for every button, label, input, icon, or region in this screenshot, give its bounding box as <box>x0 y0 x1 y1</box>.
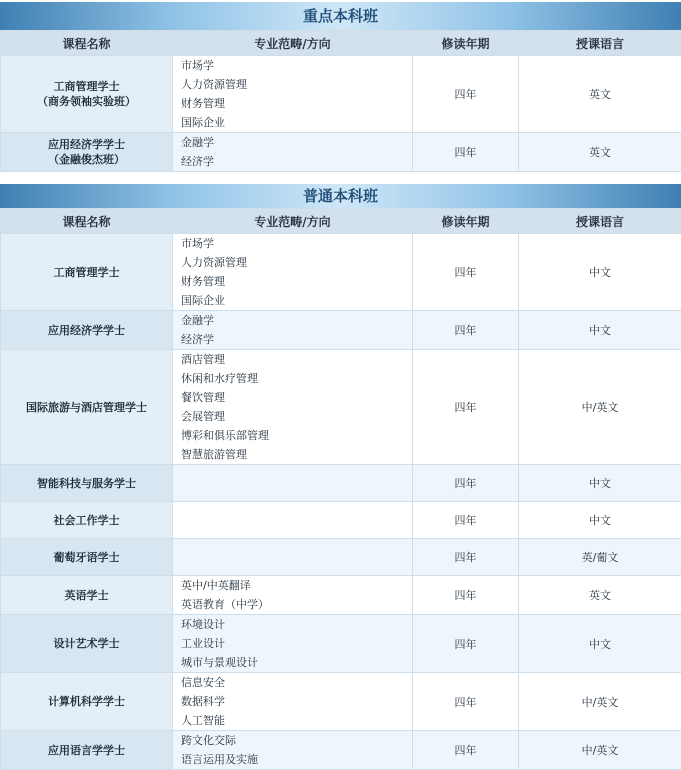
direction-item: 环境设计 <box>181 615 412 634</box>
years-cell: 四年 <box>413 539 519 576</box>
direction-cell <box>173 56 413 133</box>
direction-item: 数据科学 <box>181 692 412 711</box>
language-cell: 中/英文 <box>519 731 681 770</box>
direction-item: 智慧旅游管理 <box>181 445 412 464</box>
table-row <box>1 502 681 539</box>
table-row <box>1 615 681 673</box>
direction-item: 财务管理 <box>181 272 412 291</box>
direction-item: 博彩和俱乐部管理 <box>181 426 412 445</box>
course-name: （金融俊杰班） <box>1 152 172 167</box>
direction-item: 人力资源管理 <box>181 253 412 272</box>
course-name: 应用经济学学士 <box>1 323 172 338</box>
direction-cell <box>173 311 413 350</box>
direction-item: 英语教育（中学） <box>181 595 412 614</box>
direction-cell <box>173 465 413 502</box>
language-cell: 英/葡文 <box>519 539 681 576</box>
direction-item: 国际企业 <box>181 113 412 132</box>
years-cell: 四年 <box>413 673 519 731</box>
direction-item: 英中/中英翻译 <box>181 576 412 595</box>
language-cell: 中文 <box>519 615 681 673</box>
table-row <box>1 350 681 465</box>
course-name: 应用语言学学士 <box>1 743 172 758</box>
course-name: 应用经济学学士 <box>1 137 172 152</box>
header-years: 修读年期 <box>413 31 519 56</box>
course-name-cell <box>1 133 173 172</box>
course-name-cell <box>1 673 173 731</box>
direction-item: 餐饮管理 <box>181 388 412 407</box>
direction-cell <box>173 576 413 615</box>
table-row <box>1 465 681 502</box>
course-name: 英语学士 <box>1 588 172 603</box>
table-row <box>1 56 681 133</box>
course-name: 智能科技与服务学士 <box>1 476 172 491</box>
direction-item: 人工智能 <box>181 711 412 730</box>
course-name-cell <box>1 465 173 502</box>
direction-item: 人力资源管理 <box>181 75 412 94</box>
course-name-cell <box>1 311 173 350</box>
years-cell: 四年 <box>413 350 519 465</box>
course-name-cell <box>1 350 173 465</box>
years-cell: 四年 <box>413 502 519 539</box>
section-title: 重点本科班 <box>0 2 681 30</box>
table-row <box>1 731 681 770</box>
language-cell: 中文 <box>519 465 681 502</box>
regular-program-section <box>0 184 681 770</box>
direction-cell <box>173 673 413 731</box>
language-cell: 中文 <box>519 311 681 350</box>
direction-cell <box>173 731 413 770</box>
direction-cell <box>173 502 413 539</box>
direction-item: 金融学 <box>181 311 412 330</box>
course-name: 计算机科学学士 <box>1 694 172 709</box>
years-cell: 四年 <box>413 615 519 673</box>
table-row <box>1 234 681 311</box>
header-course-name: 课程名称 <box>1 209 173 234</box>
table-row <box>1 576 681 615</box>
course-name-cell <box>1 539 173 576</box>
course-name-cell <box>1 234 173 311</box>
direction-item: 经济学 <box>181 152 412 171</box>
direction-item: 语言运用及实施 <box>181 750 412 769</box>
direction-cell <box>173 539 413 576</box>
header-direction: 专业范畴/方向 <box>173 31 413 56</box>
table-header-row <box>1 31 681 56</box>
key-program-section <box>0 2 681 172</box>
direction-item: 国际企业 <box>181 291 412 310</box>
direction-item: 市场学 <box>181 56 412 75</box>
table-row <box>1 539 681 576</box>
language-cell: 中/英文 <box>519 350 681 465</box>
years-cell: 四年 <box>413 311 519 350</box>
years-cell: 四年 <box>413 731 519 770</box>
course-name: 葡萄牙语学士 <box>1 550 172 565</box>
language-cell: 中文 <box>519 234 681 311</box>
header-language: 授课语言 <box>519 209 681 234</box>
course-name: 工商管理学士 <box>1 79 172 94</box>
course-name-cell <box>1 615 173 673</box>
direction-item: 会展管理 <box>181 407 412 426</box>
language-cell: 中/英文 <box>519 673 681 731</box>
key-program-table <box>0 30 681 172</box>
course-name: （商务领袖实验班） <box>1 94 172 109</box>
years-cell: 四年 <box>413 465 519 502</box>
header-language: 授课语言 <box>519 31 681 56</box>
header-course-name: 课程名称 <box>1 31 173 56</box>
course-name-cell <box>1 502 173 539</box>
direction-item: 跨文化交际 <box>181 731 412 750</box>
course-name: 社会工作学士 <box>1 513 172 528</box>
table-header-row <box>1 209 681 234</box>
course-name-cell <box>1 56 173 133</box>
direction-item: 市场学 <box>181 234 412 253</box>
direction-cell <box>173 350 413 465</box>
course-name: 工商管理学士 <box>1 265 172 280</box>
years-cell: 四年 <box>413 576 519 615</box>
course-name: 国际旅游与酒店管理学士 <box>1 400 172 415</box>
language-cell: 英文 <box>519 56 681 133</box>
years-cell: 四年 <box>413 56 519 133</box>
direction-item: 经济学 <box>181 330 412 349</box>
language-cell: 英文 <box>519 576 681 615</box>
table-row <box>1 673 681 731</box>
direction-cell <box>173 133 413 172</box>
header-years: 修读年期 <box>413 209 519 234</box>
direction-item: 城市与景观设计 <box>181 653 412 672</box>
direction-item: 信息安全 <box>181 673 412 692</box>
years-cell: 四年 <box>413 234 519 311</box>
course-name: 设计艺术学士 <box>1 636 172 651</box>
direction-item: 休闲和水疗管理 <box>181 369 412 388</box>
table-row <box>1 311 681 350</box>
regular-program-table <box>0 208 681 770</box>
course-name-cell <box>1 576 173 615</box>
direction-item: 工业设计 <box>181 634 412 653</box>
direction-item: 金融学 <box>181 133 412 152</box>
direction-item: 财务管理 <box>181 94 412 113</box>
direction-item: 酒店管理 <box>181 350 412 369</box>
direction-cell <box>173 234 413 311</box>
section-title: 普通本科班 <box>0 184 681 208</box>
years-cell: 四年 <box>413 133 519 172</box>
header-direction: 专业范畴/方向 <box>173 209 413 234</box>
language-cell: 英文 <box>519 133 681 172</box>
language-cell: 中文 <box>519 502 681 539</box>
direction-cell <box>173 615 413 673</box>
course-name-cell <box>1 731 173 770</box>
table-row <box>1 133 681 172</box>
